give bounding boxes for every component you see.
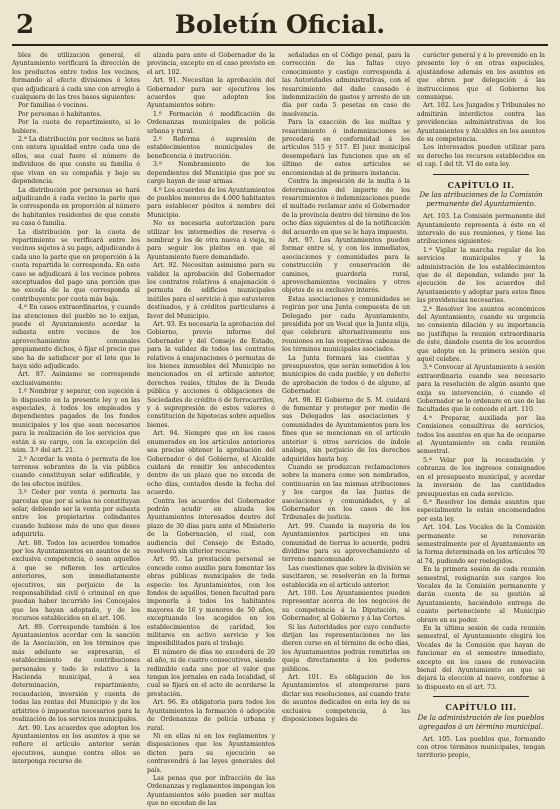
chapter-heading: CAPÍTULO II. [447, 179, 515, 190]
paragraph: El número de días no excederá de 20 al año, ni de cuatro consecutivos, siendo redimible cada uno por el valor que tengan los jornales en cada localidad, el cual se fijará en el acto de acordarse la prestación. [147, 648, 275, 698]
paragraph: Art. 101. Es obligación de los Ayuntamientos el atemperarse para dictar sus resoluciones, así cuando trate de asuntos dedicados en esta ley de su exclusiva competencia, á las disposiciones legales de [282, 674, 410, 724]
section-divider [433, 174, 529, 175]
paragraph: alzada para ante el Gobernador de la provincia, excepto en el caso previsto en el art. 102. [147, 52, 275, 76]
paragraph: Cuando se produzcan reclamaciones sobre la manera como son nombrados, continuarán en las mismas atribuciones y los cargos de las Juntas de asociaciones y comunidades, y al Gobernador en los casos de los Tribunales de justicia. [282, 463, 410, 522]
paragraph: Art. 99. Cuando la mayoría de los Ayuntamientos participes en una comunidad de tierras lo acuerde, podrá dividirse para su aprovechamiento el terreno mancomunado. [282, 522, 410, 564]
paragraph: Art. 93. Es necesaria la aprobación del Gobierno, previo informe del Gobernador y del Consejo de Estado, para la validez de todos los contratos relativos á enajenaciones ó permutas de los bienes inmuebles del Municipio no mencionados en el artículo anterior, derechos reales, títulos de la Deuda pública y acciones ú obligaciones de Sociedades de crédito ó de ferrocarriles, y á suprepresión de estos valores ó constitución de hipotecas sobre aquellos bienes. [147, 321, 275, 429]
section-divider [433, 696, 529, 697]
paragraph: La distribución por la cuota de repartimiento se verificará entre los vecinos sujetos á su pago, adjudicando á cada uno la parte que en proporción á la cuota repartida le corresponda. En este caso se adjudicará á los vecinos pobres exceptuados del pago una porción que no exceda de la que corresponda al contribuyente por cuota más baja. [12, 228, 140, 303]
paragraph: 4.ª En casos extraordinarios, y cuando las atenciones del pueblo no lo exijan, puede el Ayuntamiento acordar la subasta entre vecinos de los aprovechamientos comunales propiamente dichos, ó fijar el precio que uno ha de satisfacer por el lote que le haya sido adjudicado. [12, 304, 140, 371]
paragraph: La distribución por personas se hará adjudicando á cada vecino la parte que le corresponda en proporción al número de habitantes residentes de que conste su casa ó familia. [12, 186, 140, 228]
paragraph: Art. 87. Asimismo se corresponde exclusivamente: [12, 371, 140, 387]
paragraph: 5.ª Velar por la recaudación y cobranza de los ingresos consignados en el presupuesto municipal, y acordar la inversión de las cantidades presupuestas en cada servicio. [417, 456, 545, 498]
paragraph: Art. 105. Los pueblos que, formando con otros términos municipales, tengan territorio propio, [417, 735, 545, 760]
column-4-intro [417, 52, 545, 170]
paragraph: Por personas ó habitantes. [18, 110, 102, 118]
column-2 [147, 52, 275, 808]
paragraph: 3.ª Convocar al Ayuntamiento á sesión extraordinaria cuando sea necesario para la resolución de algún asunto que exija su intervención, ó cuando el Gobernador se lo ordenare en uso de las facultades que le concede el art. 110. [417, 364, 545, 414]
paragraph: Art. 91. Necesitan la aprobación del Gobernador para ser ejecutivos los acuerdos que adopten los Ayuntamientos sobre: [147, 77, 275, 110]
paragraph: Art. 95. La prestación personal se concede como auxilio para fomentar las obras públicas municipales de toda especie: los Ayuntamientos, con los fondos de aquéllos, tienen facultad para imponerla á todos los habitantes mayores de 16 y menores de 50 años, exceptuando los acogidos en los establecimientos de caridad, los militares en activo servicio y los imposibilitados para el trabajo. [147, 556, 275, 648]
paragraph: Por la cuota de repartimiento, si lo hubiere. [12, 119, 140, 135]
publication-title: Boletín Oficial. [174, 10, 386, 39]
paragraph: Las penas que por infracción de las Ordenanzas y reglamentos impongan los Ayuntamientos sólo pueden ser multas que no excedan de las [147, 774, 275, 808]
paragraph: Las cuestiones que sobre la división se suscitaren, se resolverán en la forma establecida en el artículo anterior. [282, 564, 410, 589]
paragraph: 1.º Formación ó modificación de Ordenanzas municipales de policía urbana y rural. [147, 110, 275, 135]
paragraph: 2.º Acordar la venta ó permuta de los terrenos sobrantes de la vía pública cuando constituyan solar edificable, y de los efectos inútiles. [12, 455, 140, 488]
paragraph: carácter general y á lo prevenido en la presente ley ó en otras especiales, ajustándose además en los asuntos en que obren por delegación á las instrucciones que el Gobierno les comunique. [417, 52, 545, 102]
paragraph: 4.ª Preparar, auxiliada por las Comisiones consultivas de servicios, todos los asuntos en que ha de ocuparse el Ayuntamiento en cada reunión semestral. [417, 414, 545, 456]
chapter-3-body [417, 736, 545, 761]
paragraph: 6.ª Resolver los demás asuntos que especialmente le están encomendados por esta ley. [417, 498, 545, 523]
paragraph: En la primera sesión de cada reunión semestral, resignarán sus cargos los Vocales de la Comisión permanente y darán cuenta de su gestión al Ayuntamiento, haciéndolo entrega de cuanto perteneciente al Municipio obrare en su poder. [417, 566, 545, 624]
paragraph: Art. 90. Los acuerdos que adopten los Ayuntamientos en los asuntos á que se refiere el artículo anterior serán ejecutivos, aunque contra ellos se interponga recurso de [12, 724, 140, 766]
column-1 [12, 52, 140, 800]
paragraph: Para la exacción de las multas y resarcimiento ó indemnizaciones se procederá en conformidad á los artículos 515 y 517. El juez municipal desempeñará las funciones que en el último de estos artículos se encomiendan al de primera instancia. [282, 119, 410, 177]
paragraph: 2.ª Resolver los asuntos económicos del Ayuntamiento, cuando su urgencia no consienta dilación y su importancia no justifique la reunión extraordinaria de éste, dándole cuenta de los acuerdos que adopte en la primera sesión que aquél celebre. [417, 305, 545, 363]
paragraph: Contra los acuerdos del Gobernador podrán acudir en alzada los Ayuntamientos interesados dentro del plazo de 30 días para ante el Ministerio de la Gobernación, el cual, con audiencia del Consejo de Estado, resolverá sin ulterior recurso. [147, 497, 275, 555]
paragraph: 2.º Reforma ó supresión de establecimientos municipales de beneficencia ó instrucción. [147, 136, 275, 160]
text-columns [12, 52, 548, 808]
paragraph: Art. 104. Los Vocales de la Comisión permanente se renovarán semestralmente por el Ayuntamiento en la forma determinada en los artículos 70 al 74, pudiendo ser reelegidos. [417, 524, 545, 565]
paragraph: 3.º Ceder por venta ó permuta las parcelas que por sí solas no constituyan solar, debiendo ser la venta por subasta entre los propietarios colindantes cuando hubiese más de uno que desee adquirirla. [12, 489, 140, 539]
paragraph: La Junta formará las cuentas y presupuestos, que serán sometidos á los municipios de cada pueblo, y en defecto de aprobación de todos ó de alguno, al Gobernador. [282, 354, 410, 396]
chapter-2-body [417, 213, 545, 692]
paragraph: señaladas en el Código penal, para la corrección de las faltas cuyo conocimiento y castigo corresponda á las Autoridades administrativas, con el resarcimiento del daño causado é indemnización de gastos y arresto de un día por cada 5 pesetas en caso de insolvencia. [282, 52, 410, 118]
paragraph: Los interesados pueden utilizar para su derecho los recursos establecidos en el cap. I del tít. VI de esta ley. [417, 144, 545, 169]
paragraph: Art. 94. Siempre que en los casos enumerados en los artículos anteriores sea preciso obtener la aprobación del Gobernador ó del Gobierno, el Alcalde cuidará de remitir los antecedentes dentro de un plazo que no exceda de ocho días, contados desde la fecha del acuerdo. [147, 430, 275, 497]
chapter-heading: CAPÍTULO III. [445, 702, 517, 713]
paragraph: 2.ª La distribución por vecinos se hará con entera igualdad entre cada uno de ellos, sea cual fuere el número de individuos de que conste su familia ó que vivan en su compañía y bajo su dependencia. [12, 136, 140, 186]
paragraph: Art. 98. El Gobierno de S. M. cuidará de fomentar y proteger por medio de sus Delegados las asociaciones y comunidades de Ayuntamientos para los fines que se mencionan en el artículo anterior ú otros servicios de índole análoga, sin perjuicio de los derechos adquiridos hasta hoy. [282, 396, 410, 463]
paragraph: Contra la imposición de la multa ó la determinación del importe de los resarcimientos ó indemnizaciones puede el multado reclamar ante el Gobernador de la provincia dentro del término de los ocho días siguientes al de la notificación del acuerdo en que se le haya impuesto. [282, 178, 410, 236]
paragraph: Por familias ó vecinos. [18, 102, 89, 110]
column-3 [282, 52, 410, 800]
paragraph: 1.ª Vigilar la marcha regular de los servicios municipales y la administración de los establecimientos que de él dependan, velando por la ejecución de los acuerdos del Ayuntamiento y adoptar para estos fines las providencias necesarias. [417, 246, 545, 305]
paragraph: No es necesaria autorización para utilizar los intermedios de reserva ó nombrar y los de otra nueva á vieja, ni para seguir los pleitos en que el Ayuntamiento fuere demandado. [147, 220, 275, 261]
paragraph: Ni en ellas ni en los reglamentos y disposiciones que los Ayuntamientos dicten para su ejecución se contravendrá á las leyes generales del país. [147, 732, 275, 774]
chapter-subtitle: De la administración de los pueblos agregados á un término municipal. [417, 713, 545, 731]
paragraph: 4.º Los acuerdos de los Ayuntamientos de pueblos menores de 4.000 habitantes para establecer pósitos á nombre del Municipio. [147, 186, 275, 219]
page-header [12, 10, 548, 46]
paragraph: 3.º Nombramiento de los dependientes del Municipio que por su cargo hayan de usar armas. [147, 161, 275, 186]
paragraph: Si las Autoridades por cuyo conducto dirijan las representaciones no las dieren curso en el término de ocho días, los Ayuntamientos podrán remitirlas en queja directamente á los poderes públicos. [282, 623, 410, 673]
paragraph: Art. 88. Todos los acuerdos tomados por los Ayuntamientos en asuntos de su exclusiva competencia, ó sean aquellos á que se refieren los artículos anteriores, son inmediatamente ejecutivos, sin perjuicio de la responsabilidad civil ó criminal en que puedan haber incurrido los Concejales que los hayan adoptado, y de los recursos establecidos en el art. 106. [12, 539, 140, 623]
page-number: 2 [16, 10, 35, 40]
chapter-subtitle: De las atribuciones de la Comisión permanente del Ayuntamiento. [419, 191, 543, 209]
paragraph: 1.º Nombrar y separar, con sujeción á lo dispuesto en la presente ley y en las especiales, á todos los empleados y dependientes pagados de los fondos municipales y los que sean necesarios para la realización de los servicios que están á su cargo, con la excepción del núm. 3.º del art. 21. [12, 388, 140, 455]
paragraph: Art. 97. Los Ayuntamientos pueden formar entre sí, y con los inmediatos, asociaciones y comunidades para la construcción y conservación de caminos, guardería rural, aprovechamientos vecinales y otros objetos de su exclusivo interés. [282, 236, 410, 295]
column-4 [417, 52, 545, 800]
paragraph: bles de utilización general, el Ayuntamiento verificará la dirección de los productos entre todos los vecinos, formando al efecto divisiones ó lotes que adjudicará á cada uno con arreglo á cualquiera de las tres bases siguientes: [12, 52, 140, 102]
paragraph: Art. 92. Necesitan asimismo para su validez la aprobación del Gobernador los contratos relativos á enajenación ó permuta de edificios municipales inútiles para el servicio á que estuvieren destinados, y á créditos particulares á favor del Municipio. [147, 262, 275, 320]
paragraph: Estas asociaciones y comunidades se regirán por una Junta compuesta de un Delegado por cada Ayuntamiento, presidida por un Vocal que la Junta elija, que celebrará alternativamente sus reuniones en las respectivas cabezas de los términos municipales asociados. [282, 295, 410, 354]
paragraph: Art. 96. Es obligatoria para todos los Ayuntamientos la formación ó adopción de Ordenanzas de policía urbana y rural. [147, 699, 275, 732]
paragraph: Art. 103. La Comisión permanente del Ayuntamiento representa á éste en el intervalo de sus reuniones, y tiene las atribuciones siguientes: [417, 213, 545, 246]
paragraph: Art. 100. Los Ayuntamientos pueden representar acerca de los negocios de su competencia á la Diputación, al Gobernador, al Gobierno y á las Cortes. [282, 590, 410, 623]
paragraph: Art. 102. Los Juzgados y Tribunales no admitirán interdictos contra las providencias administrativas de los Ayuntamientos y Alcaldes en los asuntos de su competencia. [417, 102, 545, 144]
paragraph: Art. 89. Corresponde también á los Ayuntamientos acordar con la sanción de la Asociación, en los términos que más adelante se expresarán, el establecimiento de contribuciones personales y todo lo relativo á la Hacienda municipal, á sea determinación, repartimiento, recaudación, inversión y cuenta de todas las rentas del Municipio y de los arbitrios ó impuestos necesarios para la realización de los servicios municipales. [12, 623, 140, 724]
paragraph: En la última sesión de cada reunión semestral, el Ayuntamiento elegirá los Vocales de la Comisión que hayan de funcionar en el semestre inmediato, excepto en los casos de renovación bienal del Ayuntamiento en que se dejará la elección al nuevo, conforme á lo dispuesto en el art. 73. [417, 625, 545, 691]
